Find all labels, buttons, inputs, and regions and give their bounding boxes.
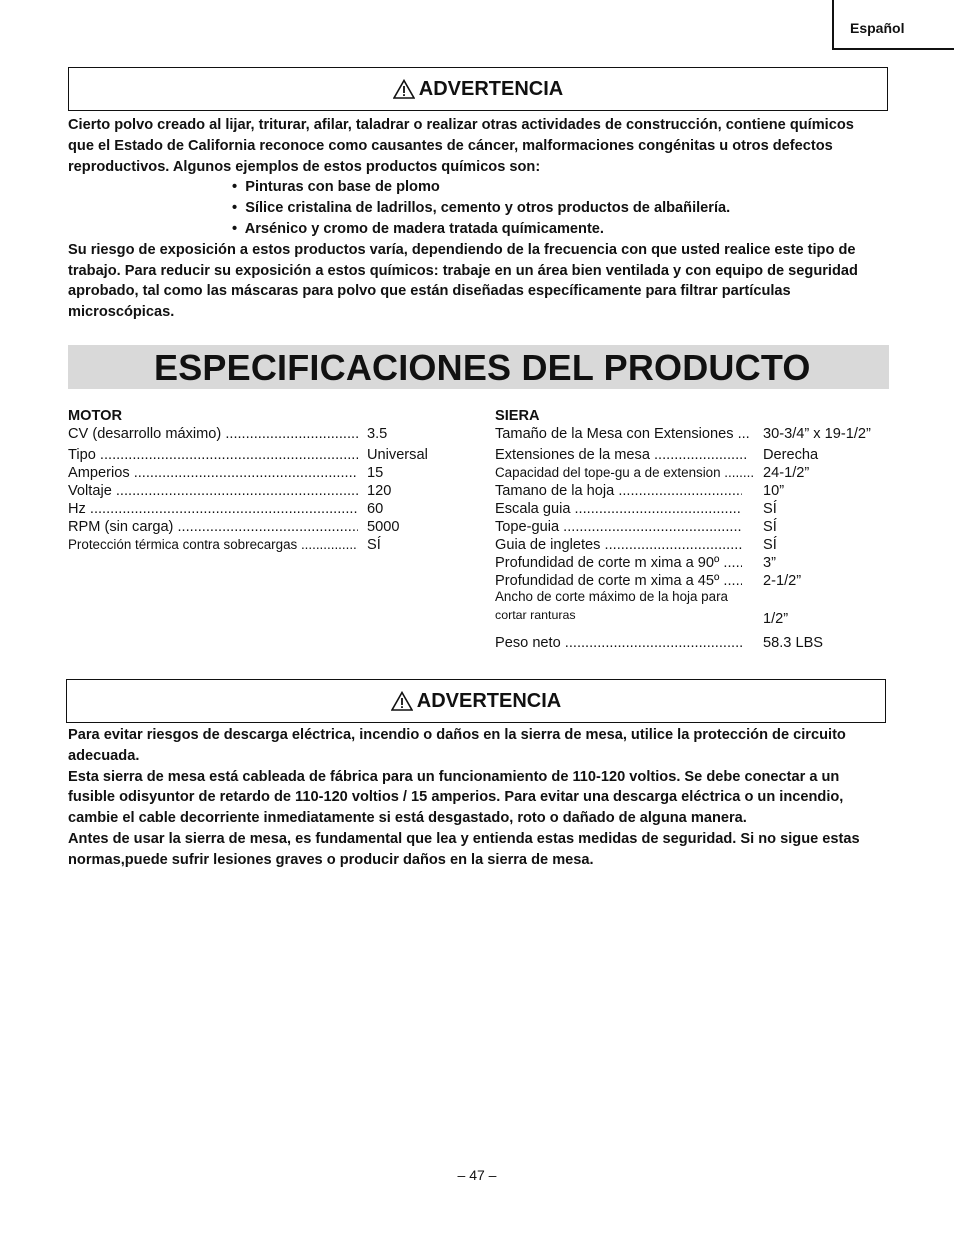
spec-label: Guia de ingletes ..... <box>495 536 742 554</box>
spec-value: 120 <box>367 483 392 499</box>
language-label: Español <box>850 20 905 36</box>
spec-label: Profundidad de corte m xima a 45º ..... <box>495 572 742 590</box>
spec-label: Tamano de la hoja ..... <box>495 482 742 500</box>
spec-label: Ancho de corte máximo de la hoja para <box>495 589 728 604</box>
spec-label: Hz ..... <box>68 500 358 518</box>
spec-row <box>495 464 905 482</box>
spec-label: Voltaje ..... <box>68 482 358 500</box>
spec-label: Capacidad del tope-gu a de extension ..... <box>495 464 753 482</box>
spec-label: Tamaño de la Mesa con Extensiones ..... <box>495 425 750 443</box>
spec-value: 24-1/2” <box>763 465 810 481</box>
spec-label: Escala guia ..... <box>495 500 742 518</box>
spec-row <box>495 536 905 554</box>
spec-label: Peso neto ..... <box>495 634 742 652</box>
motor-heading: MOTOR <box>68 408 123 424</box>
spec-row <box>68 518 468 536</box>
spec-value: 5000 <box>367 519 400 535</box>
warning-body-2 <box>68 725 878 871</box>
spec-label: Tipo ..... <box>68 446 358 464</box>
spec-row <box>495 500 905 518</box>
spec-row <box>495 482 905 500</box>
warning-triangle-icon <box>391 691 413 711</box>
spec-row <box>68 482 468 500</box>
spec-value: 60 <box>367 501 384 517</box>
spec-row <box>495 518 905 536</box>
spec-row <box>495 554 905 572</box>
spec-value: 30-3/4” x 19-1/2” <box>763 426 871 442</box>
motor-specs <box>68 407 468 554</box>
list-item: • Pinturas con base de plomo <box>68 177 878 198</box>
spec-row-multiline <box>495 588 905 626</box>
spec-row <box>495 446 905 464</box>
spec-row <box>495 634 905 652</box>
specs-banner <box>68 345 889 389</box>
spec-label: CV (desarrollo máximo) ..... <box>68 425 358 443</box>
language-tab <box>832 0 954 50</box>
spec-label: RPM (sin carga) ..... <box>68 518 358 536</box>
spec-value: 1/2” <box>763 611 789 627</box>
spec-label: Extensiones de la mesa ..... <box>495 446 746 464</box>
spec-label-continued: cortar ranturas <box>495 608 576 622</box>
warning-intro: Cierto polvo creado al lijar, triturar, afilar, taladrar o realizar otras actividades de construcción, contiene químicos que el Estado de California reconoce como causantes de cáncer, malformaciones congénitas u otros defectos reproductivos. Algunos ejemplos de estos productos químicos son: <box>68 117 854 175</box>
spec-value: Derecha <box>763 447 819 463</box>
warning-outro: Su riesgo de exposición a estos productos varía, dependiendo de la frecuencia con que usted realice este tipo de trabajo. Para reducir su exposición a estos químicos: trabaje en un área bien ventilada y con equipo de seguridad aprobado, tal como las máscaras para polvo que están diseñadas específicamente para filtrar partículas microscópicas. <box>68 241 858 321</box>
spec-value: 10” <box>763 483 785 499</box>
spec-row <box>68 425 468 443</box>
list-item: • Sílice cristalina de ladrillos, cemento y otros productos de albañilería. <box>68 198 878 219</box>
spec-value: 3.5 <box>367 426 388 442</box>
warning-header-1 <box>68 67 888 111</box>
spec-value: SÍ <box>763 501 777 517</box>
spec-row <box>68 464 468 482</box>
list-item: • Arsénico y cromo de madera tratada químicamente. <box>68 219 878 240</box>
spec-label: Amperios ..... <box>68 464 358 482</box>
spec-value: SÍ <box>763 519 777 535</box>
warning-triangle-icon <box>393 79 415 99</box>
warning-body-1 <box>68 115 878 323</box>
warning-paragraph: Antes de usar la sierra de mesa, es fundamental que lea y entienda estas medidas de seguridad. Si no sigue estas normas,puede sufrir lesiones graves o producir daños en la sierra de mesa. <box>68 830 860 868</box>
spec-value: 3” <box>763 555 776 571</box>
spec-value: 58.3 LBS <box>763 635 824 651</box>
spec-label: Tope-guia ..... <box>495 518 742 536</box>
spec-value: 2-1/2” <box>763 573 802 589</box>
saw-heading: SIERA <box>495 408 540 424</box>
spec-label: Protección térmica contra sobrecargas ..... <box>68 536 358 554</box>
spec-row <box>68 446 468 464</box>
page-title: ESPECIFICACIONES DEL PRODUCTO <box>154 347 811 388</box>
page-number: – 47 – <box>457 1167 497 1183</box>
hazard-list <box>68 177 878 239</box>
saw-specs <box>495 407 905 652</box>
warning-header-2 <box>66 679 886 723</box>
spec-value: 15 <box>367 465 384 481</box>
spec-row <box>68 536 468 554</box>
warning-paragraph: Esta sierra de mesa está cableada de fábrica para un funcionamiento de 110-120 voltios. Se debe conectar a un fusible odisyuntor de retardo de 110-120 voltios / 15 amperios. Para evitar una descarga eléctrica o un incendio, cambie el cable decorriente inmediatamente si está desgastado, roto o dañado de alguna manera. <box>68 768 844 827</box>
spec-row <box>68 500 468 518</box>
warning-title: ADVERTENCIA <box>418 77 564 100</box>
spec-value: SÍ <box>763 537 777 553</box>
spec-row <box>495 425 905 443</box>
spec-label: Profundidad de corte m xima a 90º ..... <box>495 554 742 572</box>
spec-value: Universal <box>367 447 428 463</box>
spec-value: SÍ <box>367 537 381 553</box>
warning-paragraph: Para evitar riesgos de descarga eléctrica, incendio o daños en la sierra de mesa, utilice la protección de circuito adecuada. <box>68 727 846 764</box>
warning-title: ADVERTENCIA <box>416 689 562 712</box>
